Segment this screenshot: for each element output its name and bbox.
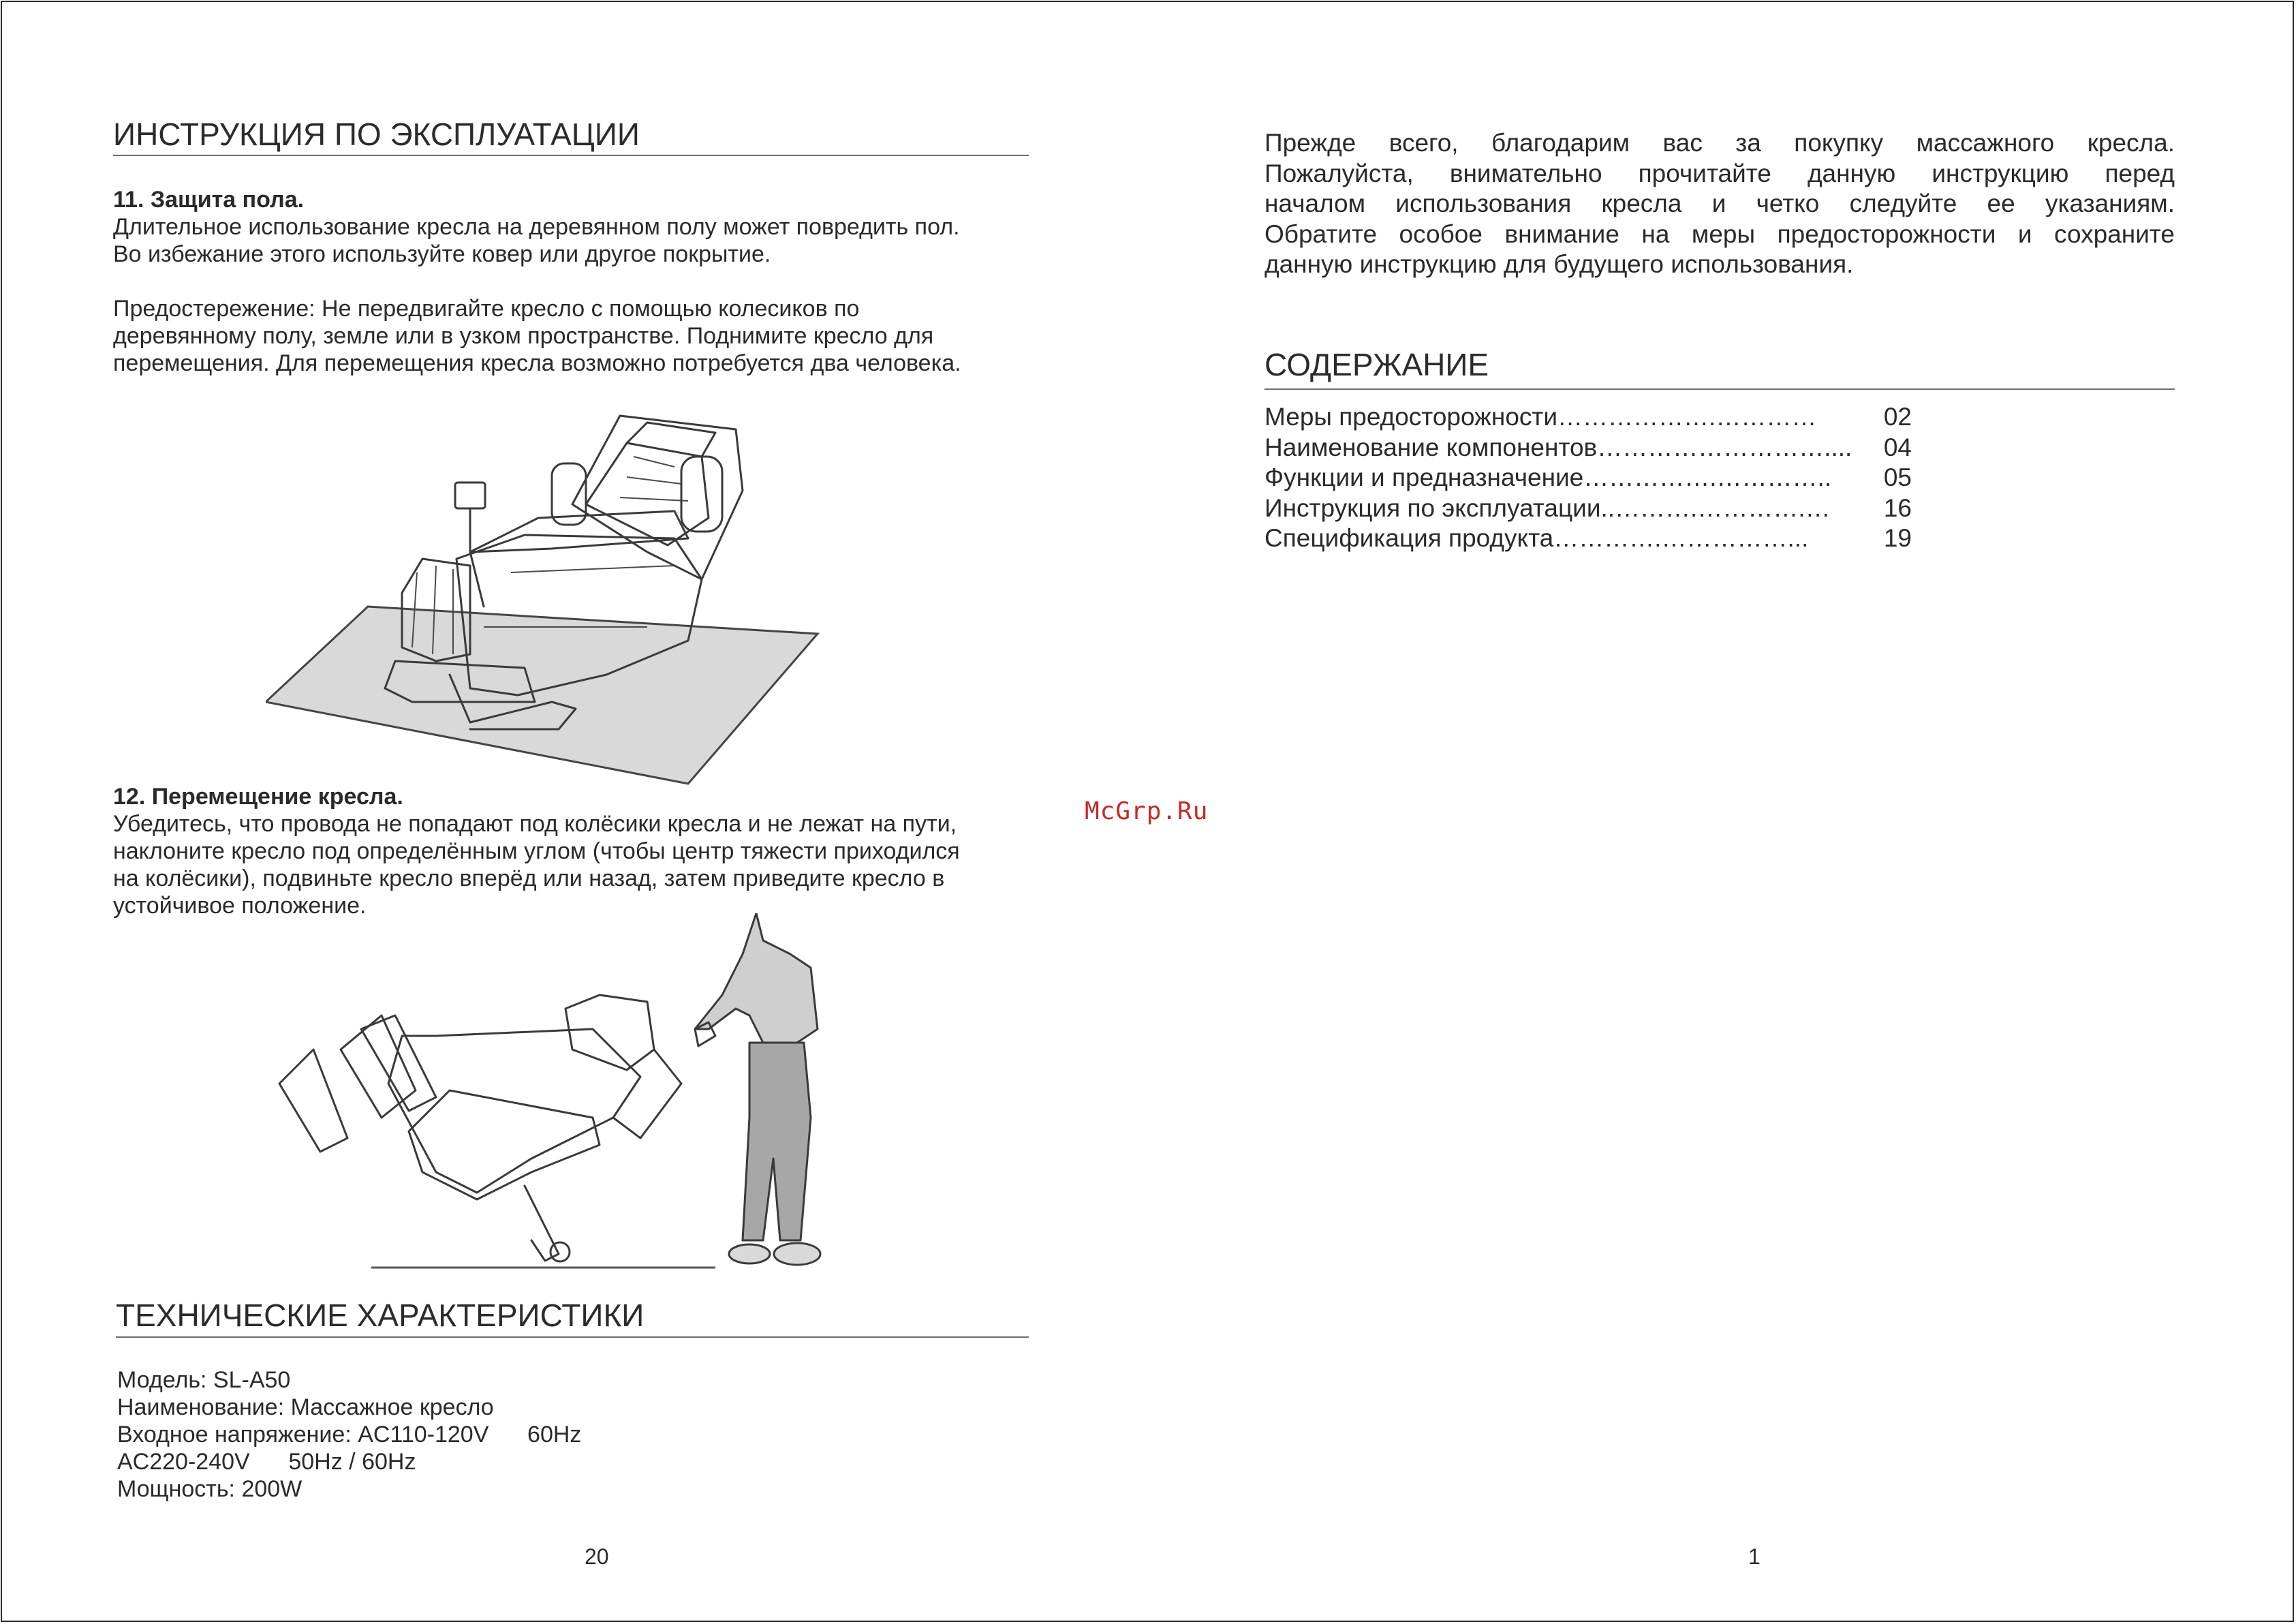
- intro-line: началом использования кресла и четко следуйте ее указаниям.: [1265, 189, 2175, 217]
- toc-item[interactable]: [1265, 402, 1912, 433]
- spec-power: Мощность: 200W: [117, 1476, 302, 1502]
- instructions-title: ИНСТРУКЦИЯ ПО ЭКСПЛУАТАЦИИ: [113, 117, 640, 152]
- toc-item-dots: ………………………....: [1597, 433, 1852, 461]
- toc-item-label: Функции и предназначение: [1265, 463, 1584, 491]
- toc-item-page: 16: [1883, 493, 1912, 522]
- person-legs: [743, 1043, 811, 1240]
- toc-item-label: Спецификация продукта: [1265, 524, 1554, 552]
- section-12-line: Убедитесь, что провода не попадают под колёсики кресла и не лежат на пути,: [113, 811, 957, 837]
- remote-control: [455, 482, 485, 508]
- specs-title: ТЕХНИЧЕСКИЕ ХАРАКТЕРИСТИКИ: [116, 1298, 645, 1333]
- section-12-line: устойчивое положение.: [113, 893, 367, 919]
- toc-item[interactable]: [1265, 463, 1912, 493]
- section-11-line: Во избежание этого используйте ковер или другое покрытие.: [113, 241, 771, 267]
- toc-item[interactable]: [1265, 493, 1912, 524]
- page-number-right: 1: [1748, 1544, 1760, 1569]
- toc-item-page: 04: [1883, 433, 1912, 461]
- person-torso: [695, 913, 818, 1043]
- intro-line: Пожалуйста, внимательно прочитайте данную инструкцию перед: [1265, 159, 2175, 187]
- page-number-left: 20: [585, 1544, 609, 1569]
- section-12-line: на колёсики), подвиньте кресло вперёд или назад, затем приведите кресло в: [113, 865, 945, 891]
- spec-model: Модель: SL-A50: [117, 1367, 291, 1393]
- toc-item-page: 02: [1883, 403, 1912, 431]
- toc-item-page: 05: [1883, 463, 1912, 491]
- moving-chair-illustration: [273, 913, 858, 1281]
- instructions-title-rule: [113, 155, 1029, 156]
- specs-list: [117, 1366, 581, 1503]
- toc-item[interactable]: [1265, 523, 1912, 554]
- toc-item[interactable]: [1265, 433, 1912, 463]
- chair-wheel: [550, 1242, 570, 1261]
- intro-line: Прежде всего, благодарим вас за покупку массажного кресла.: [1265, 129, 2175, 157]
- warning-line: перемещения. Для перемещения кресла возможно потребуется два человека.: [113, 350, 961, 376]
- spec-voltage: Входное напряжение: AC110-120V 60Hz: [117, 1422, 582, 1447]
- toc-title-rule: [1265, 388, 2175, 390]
- toc-item-dots: ………….……………...: [1553, 524, 1809, 552]
- floor-mat: [266, 607, 818, 784]
- intro-line: данную инструкцию для будущего использования.: [1265, 250, 1854, 278]
- spec-voltage-alt: AC220-240V 50Hz / 60Hz: [117, 1449, 416, 1475]
- intro-line: Обратите особое внимание на меры предосторожности и сохраните: [1265, 219, 2175, 248]
- spec-name: Наименование: Массажное кресло: [117, 1394, 494, 1420]
- toc-title: СОДЕРЖАНИЕ: [1265, 347, 1489, 382]
- section-12-heading: 12. Перемещение кресла.: [113, 784, 403, 810]
- section-11-heading: 11. Защита пола.: [113, 187, 305, 213]
- toc-item-dots: ..……….………….…: [1600, 493, 1831, 522]
- toc-item-label: Наименование компонентов: [1265, 433, 1598, 461]
- section-11: [113, 186, 1040, 377]
- toc-item-page: 19: [1883, 524, 1912, 552]
- toc-item-dots: ……………….…………: [1557, 403, 1817, 431]
- specs-title-rule: [116, 1336, 1029, 1338]
- section-12-line: наклоните кресло под определённым углом (чтобы центр тяжести приходился: [113, 838, 960, 864]
- warning-line: Предостережение: Не передвигайте кресло с помощью колесиков по: [113, 296, 860, 322]
- chair-on-mat-illustration: [266, 402, 824, 791]
- toc-item-dots: …………….…………..: [1583, 463, 1832, 491]
- section-12: [113, 783, 1040, 919]
- warning-line: деревянному полу, земле или в узком пространстве. Поднимите кресло для: [113, 323, 934, 349]
- section-11-line: Длительное использование кресла на деревянном полу может повредить пол.: [113, 214, 960, 240]
- toc-item-label: Меры предосторожности: [1265, 403, 1558, 431]
- table-of-contents: [1265, 402, 1912, 554]
- intro-paragraph: [1265, 128, 2175, 280]
- watermark: McGrp.Ru: [1085, 797, 1209, 825]
- toc-item-label: Инструкция по эксплуатации: [1265, 493, 1601, 522]
